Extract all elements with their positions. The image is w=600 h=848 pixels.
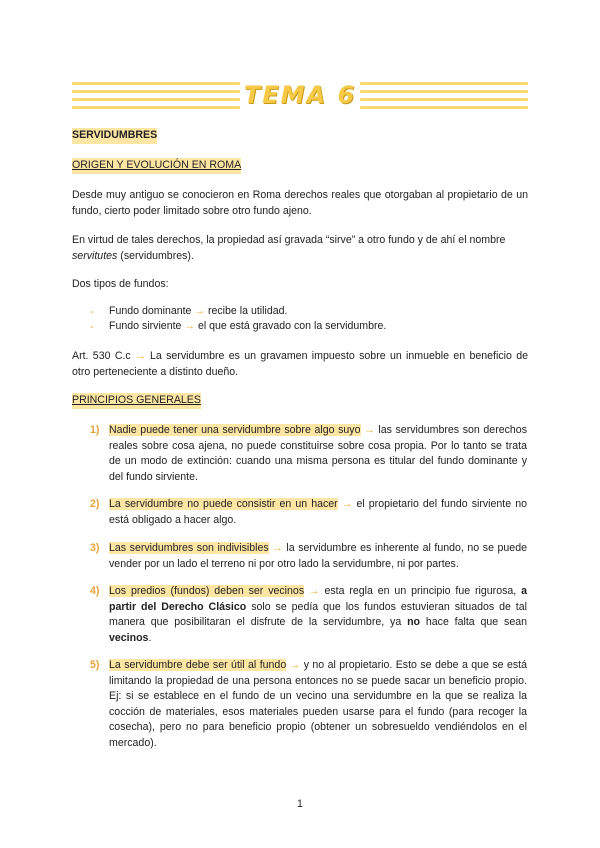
arrow-icon: → (289, 659, 301, 671)
arrow-icon: → (364, 424, 375, 436)
arrow-icon: → (309, 585, 320, 597)
arrow-icon: → (194, 305, 206, 317)
section-heading-principios: PRINCIPIOS GENERALES (72, 393, 201, 409)
list-item: Fundo sirviente → el que está gravado con la servidumbre. (109, 320, 387, 332)
page-title: TEMA 6 (243, 81, 357, 109)
principle-number: 1) (90, 424, 100, 436)
title-banner (72, 78, 528, 114)
principle-item: La servidumbre debe ser útil al fundo → y no al propietario. Esto se debe a que se está limitando la propiedad de una persona entonces no se puede sacar un beneficio propio. Ej: si se establece en el fundo de un vecino una servidumbre en la que se realiza la cocción de materiales, esos materiales pueden usarse para el fundo (para recoger la cosecha), pero no para beneficio propio (obtener un sobresueldo vendiéndolos en el mercado). (109, 659, 528, 749)
arrow-icon: → (135, 350, 146, 362)
arrow-icon: → (184, 320, 195, 332)
bullet-dash: - (90, 306, 94, 318)
principle-item: Las servidumbres son indivisibles → la servidumbre es inherente al fundo, no se puede vender por un lado el terreno ni por otro lado la servidumbre, ni por partes. (109, 542, 527, 570)
principle-item: Nadie puede tener una servidumbre sobre algo suyo → las servidumbres son derechos reales sobre cosa ajena, no puede constituirse sobre cosa propia. Por lo tanto se trata de un modo de extinción: cuando una misma persona es titular del fundo dominante y del fundo sirviente. (109, 424, 527, 483)
principle-item: La servidumbre no puede consistir en un hacer → el propietario del fundo sirviente no está obligado a hacer algo. (109, 498, 527, 526)
page-number: 1 (297, 798, 303, 810)
paragraph-tipos: Dos tipos de fundos: (72, 278, 169, 290)
principle-number: 3) (90, 542, 100, 554)
principle-number: 5) (90, 659, 100, 671)
arrow-icon: → (272, 542, 283, 554)
servitutes-term: servitutes (72, 249, 118, 262)
paragraph-intro: Desde muy antiguo se conocieron en Roma derechos reales que otorgaban al propietario de un fundo, cierto poder limitado sobre otro fundo ajeno. (72, 189, 528, 217)
principle-item: Los predios (fundos) deben ser vecinos → esta regla en un principio fue rigurosa, a partir del Derecho Clásico solo se pedía que los fundos estuvieran situados de tal manera que posibilitaran el disfrute de la servidumbre, ya no hace falta que sean vecinos. (109, 585, 527, 644)
list-item: Fundo dominante → recibe la utilidad. (109, 305, 288, 317)
principle-number: 2) (90, 498, 100, 510)
paragraph-article: Art. 530 C.c → La servidumbre es un gravamen impuesto sobre un inmueble en beneficio de otro perteneciente a distinto dueño. (72, 350, 529, 378)
bullet-dash: - (90, 321, 94, 333)
main-heading: SERVIDUMBRES (72, 128, 157, 144)
principle-number: 4) (90, 585, 100, 597)
paragraph-servitutes: En virtud de tales derechos, la propiedad así gravada “sirve” a otro fundo y de ahí el nombre servitutes (servidumbres). (72, 234, 506, 262)
arrow-icon: → (341, 498, 353, 510)
section-heading-origen: ORIGEN Y EVOLUCIÓN EN ROMA (72, 158, 241, 174)
